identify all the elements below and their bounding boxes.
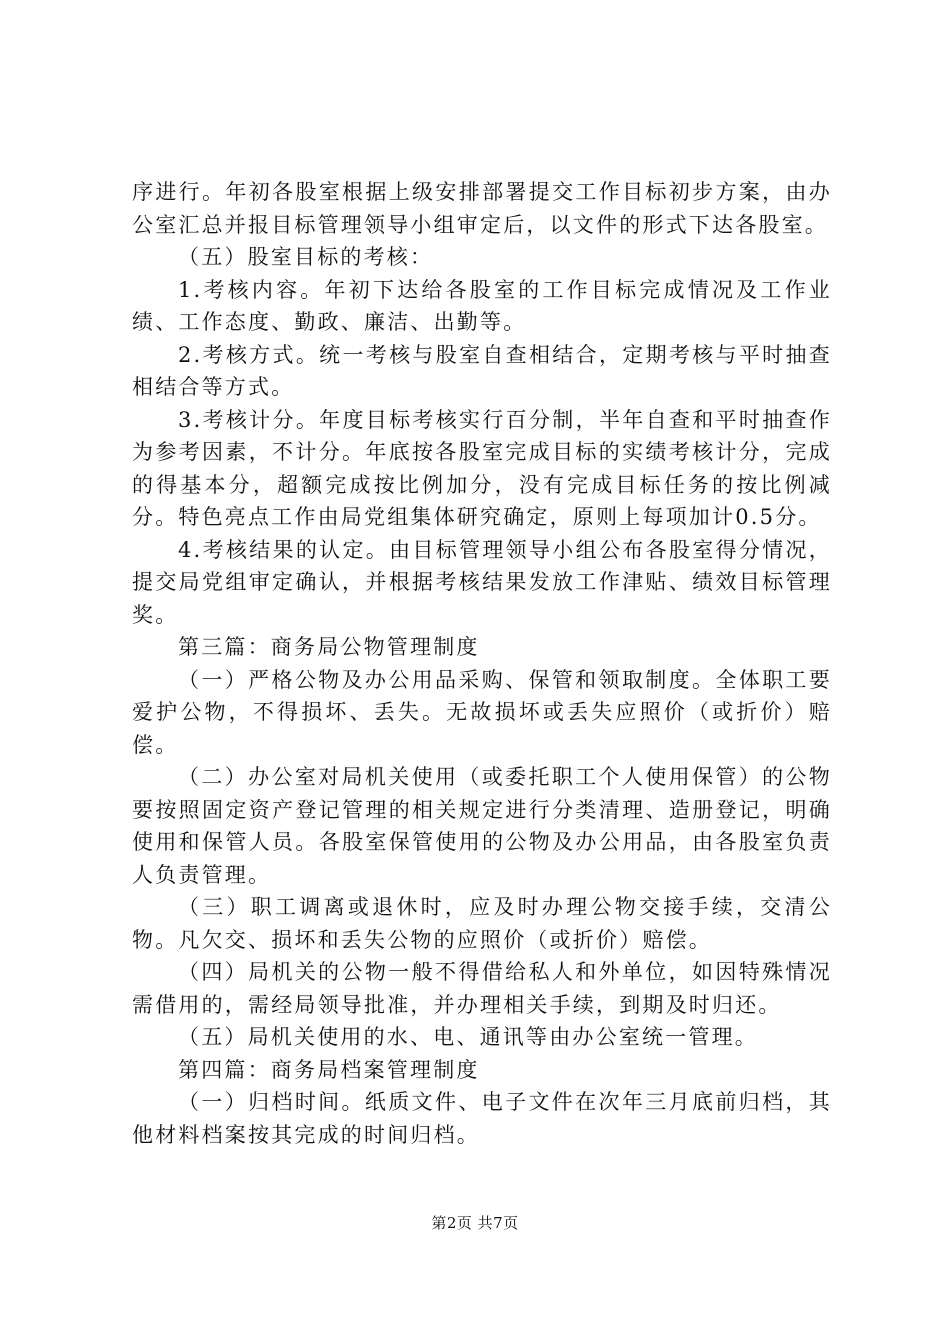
- paragraph-item-1: 1.考核内容。年初下达给各股室的工作目标完成情况及工作业绩、工作态度、勤政、廉洁、出勤等。: [132, 277, 832, 334]
- chapter-heading-4: 第四篇：商务局档案管理制度: [178, 1057, 480, 1082]
- paragraph-item-2: 2.考核方式。统一考核与股室自查相结合，定期考核与平时抽查相结合等方式。: [132, 342, 832, 399]
- section-heading-assessment: （五）股室目标的考核：: [178, 245, 434, 269]
- paragraph-rule-2: （二）办公室对局机关使用（或委托职工个人使用保管）的公物要按照固定资产登记管理的相关规定进行分类清理、造册登记，明确使用和保管人员。各股室保管使用的公物及办公用品，由各股室负责人负责管理。: [132, 765, 832, 887]
- document-body: [132, 176, 832, 1151]
- paragraph-rule-1: （一）严格公物及办公用品采购、保管和领取制度。全体职工要爱护公物，不得损坏、丢失。无故损坏或丢失应照价（或折价）赔偿。: [132, 667, 832, 757]
- paragraph-item-4: 4.考核结果的认定。由目标管理领导小组公布各股室得分情况，提交局党组审定确认，并根据考核结果发放工作津贴、绩效目标管理奖。: [132, 537, 832, 627]
- page-footer: 第2页 共7页: [431, 1214, 519, 1232]
- paragraph-rule-5: （五）局机关使用的水、电、通讯等由办公室统一管理。: [178, 1025, 758, 1049]
- paragraph-continuation: 序进行。年初各股室根据上级安排部署提交工作目标初步方案，由办公室汇总并报目标管理领导小组审定后，以文件的形式下达各股室。: [132, 180, 832, 237]
- paragraph-item-3: 3.考核计分。年度目标考核实行百分制，半年自查和平时抽查作为参考因素，不计分。年底按各股室完成目标的实绩考核计分，完成的得基本分，超额完成按比例加分，没有完成目标任务的按比例减分。特色亮点工作由局党组集体研究确定，原则上每项加计0.5分。: [132, 407, 832, 529]
- paragraph-archive-1: （一）归档时间。纸质文件、电子文件在次年三月底前归档，其他材料档案按其完成的时间归档。: [132, 1090, 832, 1147]
- paragraph-rule-4: （四）局机关的公物一般不得借给私人和外单位，如因特殊情况需借用的，需经局领导批准，并办理相关手续，到期及时归还。: [132, 960, 832, 1017]
- paragraph-rule-3: （三）职工调离或退休时，应及时办理公物交接手续，交清公物。凡欠交、损坏和丢失公物的应照价（或折价）赔偿。: [132, 895, 832, 952]
- chapter-heading-3: 第三篇：商务局公物管理制度: [178, 635, 480, 659]
